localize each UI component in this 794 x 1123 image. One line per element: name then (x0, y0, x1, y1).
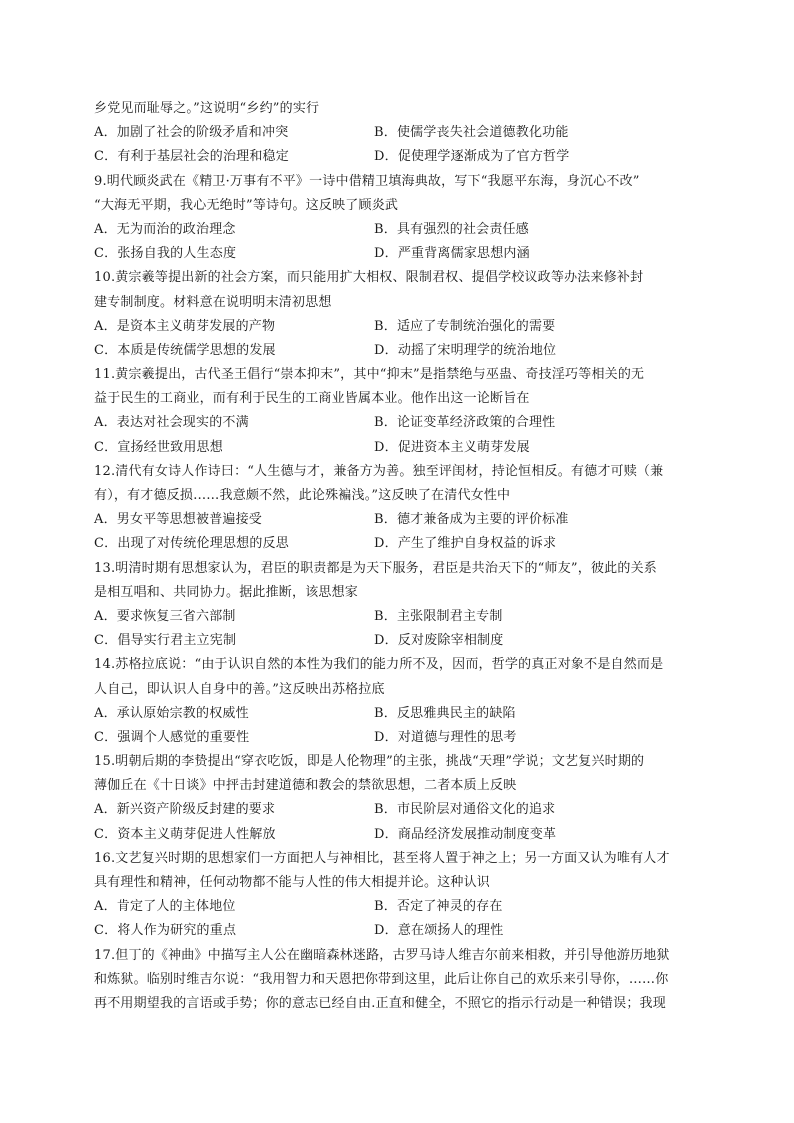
question-text-line: 再不用期望我的言语或手势；你的意志已经自由.正直和健全，不照它的指示行动是一种错误；我现 (94, 995, 666, 1011)
answer-options-row (94, 798, 714, 822)
answer-option-right: B．适应了专制统治强化的需要 (374, 318, 556, 334)
answer-option-left: A．新兴资产阶级反封建的要求 (94, 802, 276, 818)
answer-option-right: B．反思雅典民主的缺陷 (374, 705, 516, 721)
answer-option-left: C．将人作为研究的重点 (94, 923, 237, 939)
question-text-line: 人自己，即认识人自身中的善。”这反映出苏格拉底 (94, 681, 385, 697)
answer-options-row (94, 726, 714, 750)
question-text-line: 10.黄宗羲等提出新的社会方案，而只能用扩大相权、限制君权、提倡学校议政等办法来修补封 (94, 270, 644, 286)
answer-option-right: B．论证变革经济政策的合理性 (374, 415, 556, 431)
answer-options-row (94, 605, 714, 629)
answer-option-left: A．表达对社会现实的不满 (94, 415, 249, 431)
answer-option-right: D．商品经济发展推动制度变革 (374, 826, 557, 842)
answer-option-right: B．使儒学丧失社会道德教化功能 (374, 125, 569, 141)
answer-option-right: D．动摇了宋明理学的统治地位 (374, 342, 557, 358)
answer-option-right: D．意在颂扬人的理性 (374, 923, 504, 939)
answer-option-left: A．要求恢复三省六部制 (94, 608, 236, 624)
answer-option-left: A．是资本主义萌芽发展的产物 (94, 318, 276, 334)
question-text-line: 益于民生的工商业，而有利于民生的工商业皆属本业。他作出这一论断旨在 (94, 391, 530, 407)
question-text-line: 建专制制度。材料意在说明明末清初思想 (94, 294, 332, 310)
answer-option-left: A．男女平等思想被普遍接受 (94, 512, 262, 528)
answer-option-left: C．宣扬经世致用思想 (94, 439, 223, 455)
question-text-line: 具有理性和精神，任何动物都不能与人性的伟大相提并论。这种认识 (94, 875, 491, 890)
question-text-line: 14.苏格拉底说：“由于认识自然的本性为我们的能力所不及，因而，哲学的真正对象不是自然而是 (94, 657, 664, 673)
answer-option-right: D．产生了维护自身权益的诉求 (374, 536, 557, 552)
answer-option-right: D．促使理学逐渐成为了官方哲学 (374, 149, 570, 165)
answer-option-left: A．承认原始宗教的权威性 (94, 705, 249, 721)
answer-options-row (94, 823, 714, 847)
answer-options-row (94, 242, 714, 266)
answer-option-left: A．加剧了社会的阶级矛盾和冲突 (94, 125, 289, 141)
answer-option-right: D．反对废除宰相制度 (374, 633, 504, 649)
answer-option-left: C．倡导实行君主立宪制 (94, 633, 237, 649)
answer-option-left: C．张扬自我的人生态度 (94, 246, 237, 262)
question-text-line: 11.黄宗羲提出，古代圣王倡行“崇本抑末”，其中“抑末”是指禁绝与巫蛊、奇技淫巧等相关的无 (94, 367, 645, 383)
answer-option-right: B．主张限制君主专制 (374, 608, 503, 624)
question-text-line: 有），有才德反损……我意颇不然，此论殊褊浅。”这反映了在清代女性中 (94, 488, 511, 503)
answer-options-row (94, 339, 714, 363)
answer-options-row (94, 436, 714, 460)
question-text-line: 16.文艺复兴时期的思想家们一方面把人与神相比，甚至将人置于神之上；另一方面又认为唯有人才 (94, 850, 670, 866)
question-text-line: 12.清代有女诗人作诗曰：“人生德与才，兼备方为善。独至评闺材，持论恒相反。有德才可赎（兼 (94, 463, 664, 479)
answer-options-row (94, 508, 714, 532)
answer-options-row (94, 411, 714, 435)
answer-option-right: D．促进资本主义萌芽发展 (374, 439, 530, 455)
answer-option-right: D．严重背离儒家思想内涵 (374, 246, 530, 262)
answer-option-right: B．具有强烈的社会责任感 (374, 221, 529, 237)
question-text-line: 15.明朝后期的李贽提出“穿衣吃饭，即是人伦物理”的主张，挑战“天理”学说；文艺复兴时期的 (94, 754, 645, 770)
question-text-line: 13.明清时期有思想家认为，君臣的职责都是为天下服务，君臣是共治天下的“师友”，彼此的关系 (94, 560, 657, 576)
answer-option-left: A．无为而治的政治理念 (94, 221, 236, 237)
answer-option-left: C．本质是传统儒学思想的发展 (94, 342, 276, 358)
answer-option-right: B．否定了神灵的存在 (374, 899, 503, 915)
answer-option-left: C．出现了对传统伦理思想的反思 (94, 536, 289, 552)
question-text-line: 是相互唱和、共同协力。据此推断，该思想家 (94, 584, 359, 600)
answer-option-left: C．强调个人感觉的重要性 (94, 729, 250, 745)
answer-option-right: B．德才兼备成为主要的评价标准 (374, 512, 569, 528)
answer-option-left: A．肯定了人的主体地位 (94, 899, 236, 915)
answer-option-left: C．资本主义萌芽促进人性解放 (94, 826, 276, 842)
answer-option-left: C．有利于基层社会的治理和稳定 (94, 149, 289, 165)
answer-options-row (94, 895, 714, 919)
answer-options-row (94, 145, 714, 169)
question-text-line: 薄伽丘在《十日谈》中抨击封建道德和教会的禁欲思想，二者本质上反映 (94, 778, 517, 794)
exam-page (94, 97, 714, 1016)
answer-options-row (94, 532, 714, 556)
answer-options-row (94, 315, 714, 339)
answer-options-row (94, 121, 714, 145)
answer-options-row (94, 629, 714, 653)
answer-option-right: D．对道德与理性的思考 (374, 729, 517, 745)
answer-options-row (94, 702, 714, 726)
question-text-line: 乡党见而耻辱之。”这说明“乡约”的实行 (94, 101, 320, 116)
question-text-line: 和炼狱。临别时维吉尔说：“我用智力和天恩把你带到这里，此后让你自己的欢乐来引导你，……你 (94, 971, 669, 987)
question-text-line: 9.明代顾炎武在《精卫·万事有不平》一诗中借精卫填海典故，写下“我愿平东海，身沉心不改” (94, 173, 640, 189)
answer-options-row (94, 218, 714, 242)
answer-option-right: B．市民阶层对通俗文化的追求 (374, 802, 556, 818)
answer-options-row (94, 919, 714, 943)
question-text-line: 17.但丁的《神曲》中描写主人公在幽暗森林迷路，古罗马诗人维吉尔前来相救，并引导他游历地狱 (94, 947, 670, 963)
question-text-line: “大海无平期，我心无绝时”等诗句。这反映了顾炎武 (94, 197, 399, 213)
